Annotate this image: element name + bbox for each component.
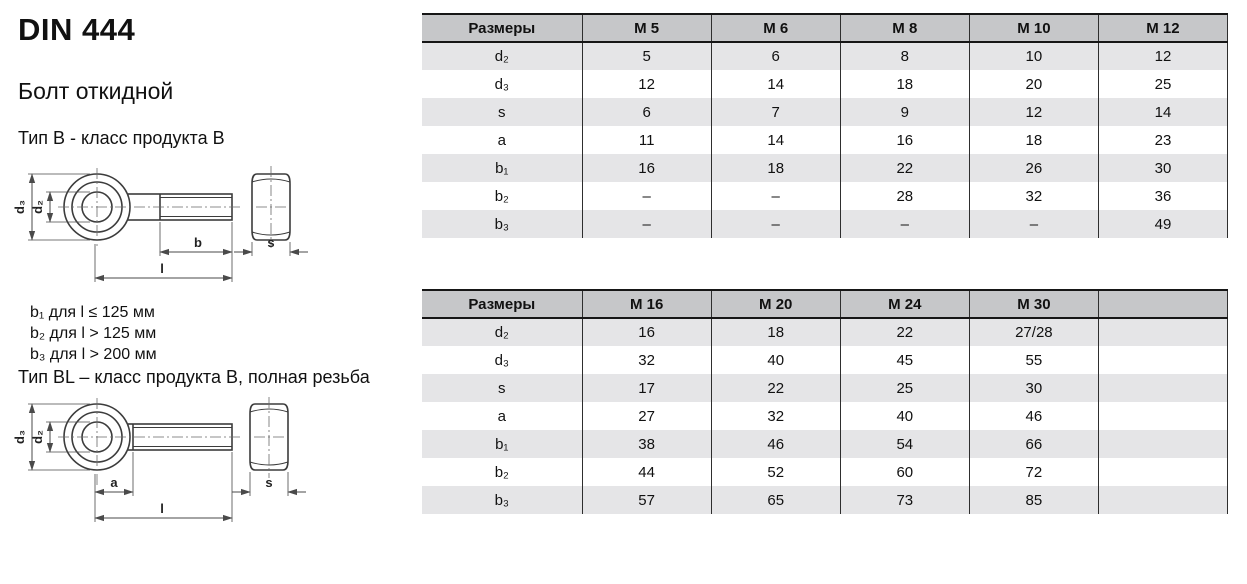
dimension-value: 52 xyxy=(711,458,840,486)
table-row xyxy=(422,486,1228,514)
type-bl-heading: Тип BL – класс продукта B, полная резьба xyxy=(18,367,370,387)
dimension-value: 8 xyxy=(840,42,969,70)
row-label: s xyxy=(422,98,582,126)
dimension-value: 10 xyxy=(969,42,1098,70)
dim-label-a: a xyxy=(110,475,118,490)
dimension-value: 14 xyxy=(711,70,840,98)
table-header-row xyxy=(422,290,1228,318)
table-row xyxy=(422,126,1228,154)
row-label: b₃ xyxy=(422,486,582,514)
table-row xyxy=(422,346,1228,374)
dimension-value: 27 xyxy=(582,402,711,430)
dimension-value: 12 xyxy=(1098,42,1227,70)
dimension-value: 26 xyxy=(969,154,1098,182)
dimension-value: 45 xyxy=(840,346,969,374)
dimension-value: 16 xyxy=(582,154,711,182)
dimension-value: 20 xyxy=(969,70,1098,98)
row-label: a xyxy=(497,131,506,149)
dimension-value: 85 xyxy=(969,486,1098,514)
dimension-value: 28 xyxy=(840,182,969,210)
dimension-value: 66 xyxy=(969,430,1098,458)
dimension-table-m16-m30 xyxy=(422,289,1228,514)
dimension-value: 25 xyxy=(1098,70,1227,98)
dimension-value: 30 xyxy=(969,374,1098,402)
dimension-value: 14 xyxy=(1098,98,1227,126)
row-label: b₁ xyxy=(422,154,582,182)
dim-label-d2: d₂ xyxy=(30,200,45,214)
dimension-value: – xyxy=(969,210,1098,238)
row-label: d₃ xyxy=(494,351,510,369)
dimension-value: 36 xyxy=(1098,182,1227,210)
table-row xyxy=(422,182,1228,210)
dimension-value: 46 xyxy=(969,402,1098,430)
row-label: s xyxy=(422,374,582,402)
dimension-value: 57 xyxy=(582,486,711,514)
note-b3: b₃ для l > 200 мм xyxy=(30,346,157,363)
page-title: DIN 444 xyxy=(18,12,136,47)
dimension-value: 23 xyxy=(1098,126,1227,154)
dimension-value: 18 xyxy=(969,126,1098,154)
dim-label-l: l xyxy=(160,261,164,276)
table-row xyxy=(422,42,1228,70)
dimension-value: 54 xyxy=(840,430,969,458)
dimension-value: 6 xyxy=(582,98,711,126)
dimension-value: 18 xyxy=(840,70,969,98)
dimension-value: 44 xyxy=(582,458,711,486)
dim-label-d3: d₃ xyxy=(12,430,27,444)
column-header: M 16 xyxy=(582,290,711,318)
dimension-value xyxy=(1098,430,1227,458)
table-row xyxy=(422,458,1228,486)
type-bl-drawing xyxy=(10,396,310,544)
table-row xyxy=(422,374,1228,402)
row-label: a xyxy=(497,407,506,425)
column-header: M 10 xyxy=(969,14,1098,42)
dimension-value: – xyxy=(711,210,840,238)
table-row xyxy=(422,98,1228,126)
dimension-value: 16 xyxy=(840,126,969,154)
column-header: M 20 xyxy=(711,290,840,318)
row-label: d₂ xyxy=(422,42,582,70)
column-header xyxy=(1098,290,1227,318)
dimension-value: 32 xyxy=(582,346,711,374)
table-row xyxy=(422,430,1228,458)
dimension-value: 46 xyxy=(711,430,840,458)
row-label: d₂ xyxy=(422,318,582,346)
dimension-value: – xyxy=(840,210,969,238)
dimension-value: 9 xyxy=(840,98,969,126)
dim-label-l: l xyxy=(160,501,164,516)
dimension-value: 38 xyxy=(582,430,711,458)
dimension-value xyxy=(1098,458,1227,486)
note-b1: b₁ для l ≤ 125 мм xyxy=(30,304,155,321)
dimension-value: – xyxy=(711,182,840,210)
row-label: b₃ xyxy=(422,210,582,238)
dimension-value: 14 xyxy=(711,126,840,154)
dimension-value xyxy=(1098,486,1227,514)
column-header: Размеры xyxy=(422,290,582,318)
dimension-value xyxy=(1098,402,1227,430)
column-header: M 24 xyxy=(840,290,969,318)
type-b-heading: Тип B - класс продукта B xyxy=(18,128,225,148)
dim-label-b: b xyxy=(194,235,202,250)
dimension-value: 18 xyxy=(711,318,840,346)
column-header: Размеры xyxy=(422,14,582,42)
dimension-value: – xyxy=(582,182,711,210)
dimension-value: – xyxy=(582,210,711,238)
dimension-value xyxy=(1098,318,1227,346)
dimension-value: 49 xyxy=(1098,210,1227,238)
dim-label-d2: d₂ xyxy=(30,430,45,444)
thread-length-notes xyxy=(30,302,157,365)
dimension-value: 17 xyxy=(582,374,711,402)
dim-label-s: s xyxy=(267,235,275,250)
note-b2: b₂ для l > 125 мм xyxy=(30,325,157,342)
row-label: b₁ xyxy=(422,430,582,458)
table-row xyxy=(422,402,1228,430)
dimension-value: 32 xyxy=(711,402,840,430)
dimension-table-m5-m12 xyxy=(422,13,1228,238)
dimension-value xyxy=(1098,346,1227,374)
dimension-value: 60 xyxy=(840,458,969,486)
dimension-value: 11 xyxy=(582,126,711,154)
row-label: b₂ xyxy=(494,187,509,205)
row-label: d₃ xyxy=(494,75,510,93)
column-header: M 30 xyxy=(969,290,1098,318)
dim-label-s: s xyxy=(265,475,273,490)
dimension-value: 18 xyxy=(711,154,840,182)
table-header-row xyxy=(422,14,1228,42)
dim-label-d3: d₃ xyxy=(12,200,27,214)
dimension-value xyxy=(1098,374,1227,402)
page-subtitle: Болт откидной xyxy=(18,78,174,104)
dimension-value: 65 xyxy=(711,486,840,514)
table-row xyxy=(422,154,1228,182)
dimension-value: 22 xyxy=(840,154,969,182)
dimension-value: 22 xyxy=(840,318,969,346)
column-header: M 5 xyxy=(582,14,711,42)
column-header: M 12 xyxy=(1098,14,1227,42)
type-b-drawing xyxy=(10,162,310,300)
dimension-value: 40 xyxy=(711,346,840,374)
dimension-value: 12 xyxy=(582,70,711,98)
table-row xyxy=(422,210,1228,238)
dimension-value: 32 xyxy=(969,182,1098,210)
column-header: M 6 xyxy=(711,14,840,42)
dimension-value: 73 xyxy=(840,486,969,514)
dimension-value: 40 xyxy=(840,402,969,430)
dimension-value: 27/28 xyxy=(969,318,1098,346)
dimension-value: 16 xyxy=(582,318,711,346)
dimension-value: 30 xyxy=(1098,154,1227,182)
dimension-value: 22 xyxy=(711,374,840,402)
dimension-value: 55 xyxy=(969,346,1098,374)
dimension-value: 12 xyxy=(969,98,1098,126)
dimension-value: 6 xyxy=(711,42,840,70)
dimension-value: 25 xyxy=(840,374,969,402)
column-header: M 8 xyxy=(840,14,969,42)
table-row xyxy=(422,70,1228,98)
dimension-value: 5 xyxy=(582,42,711,70)
row-label: b₂ xyxy=(494,463,509,481)
dimension-value: 72 xyxy=(969,458,1098,486)
table-row xyxy=(422,318,1228,346)
dimension-value: 7 xyxy=(711,98,840,126)
